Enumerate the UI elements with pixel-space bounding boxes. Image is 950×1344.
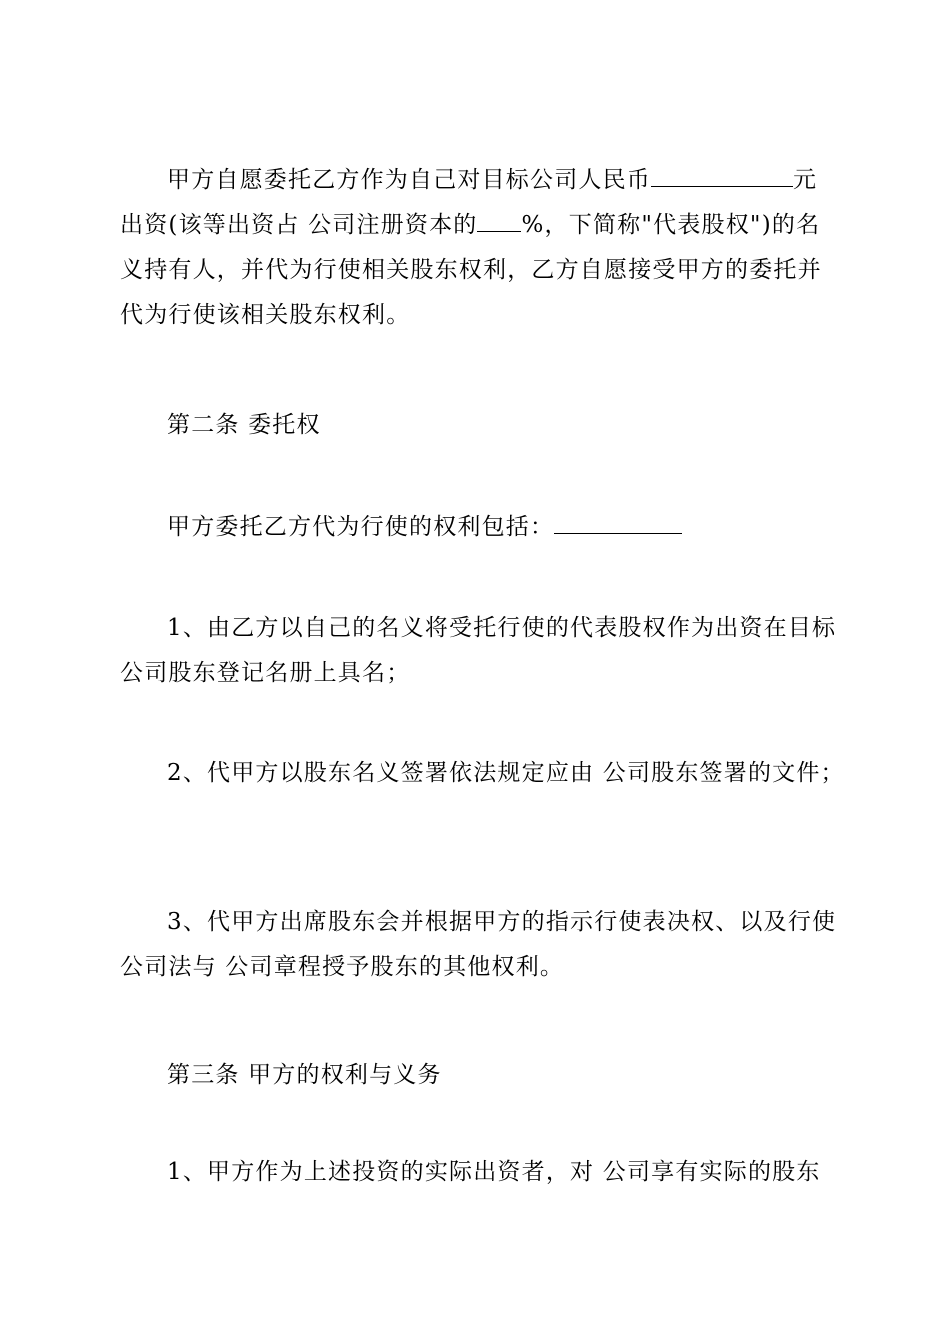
- paragraph-line: 1、由乙方以自己的名义将受托行使的代表股权作为出资在目标: [167, 615, 837, 641]
- paragraph-entrustment: [120, 158, 832, 338]
- paragraph-line: 出资(该等出资占 公司注册资本的 %，下简称"代表股权")的名: [120, 203, 832, 248]
- paragraph-line: 3、代甲方出席股东会并根据甲方的指示行使表决权、以及行使: [167, 909, 837, 935]
- paragraph-line: 代为行使该相关股东权利。: [120, 302, 411, 328]
- paragraph-line: 公司股东登记名册上具名；: [120, 660, 411, 686]
- amount-blank: [651, 164, 793, 187]
- list-item-3: [120, 900, 837, 990]
- paragraph-line: 2、代甲方以股东名义签署依法规定应由 公司股东签署的文件；: [167, 760, 845, 786]
- paragraph-line: 甲方委托乙方代为行使的权利包括：: [120, 505, 832, 550]
- rights-blank: [554, 511, 682, 534]
- paragraph-line: 1、甲方作为上述投资的实际出资者，对 公司享有实际的股东: [167, 1159, 821, 1185]
- article-heading-2: 第二条 委托权: [167, 412, 321, 438]
- article-heading-3: 第三条 甲方的权利与义务: [167, 1062, 442, 1088]
- list-item-4: [120, 1150, 832, 1195]
- paragraph-line: 义持有人，并代为行使相关股东权利，乙方自愿接受甲方的委托并: [120, 257, 822, 283]
- paragraph-rights-list: [120, 505, 832, 550]
- list-item-1: [120, 606, 837, 696]
- list-item-2: [120, 751, 845, 796]
- paragraph-line: 甲方自愿委托乙方作为自己对目标公司人民币 元: [120, 158, 832, 203]
- paragraph-line: 公司法与 公司章程授予股东的其他权利。: [120, 954, 565, 980]
- percent-blank: [477, 209, 521, 232]
